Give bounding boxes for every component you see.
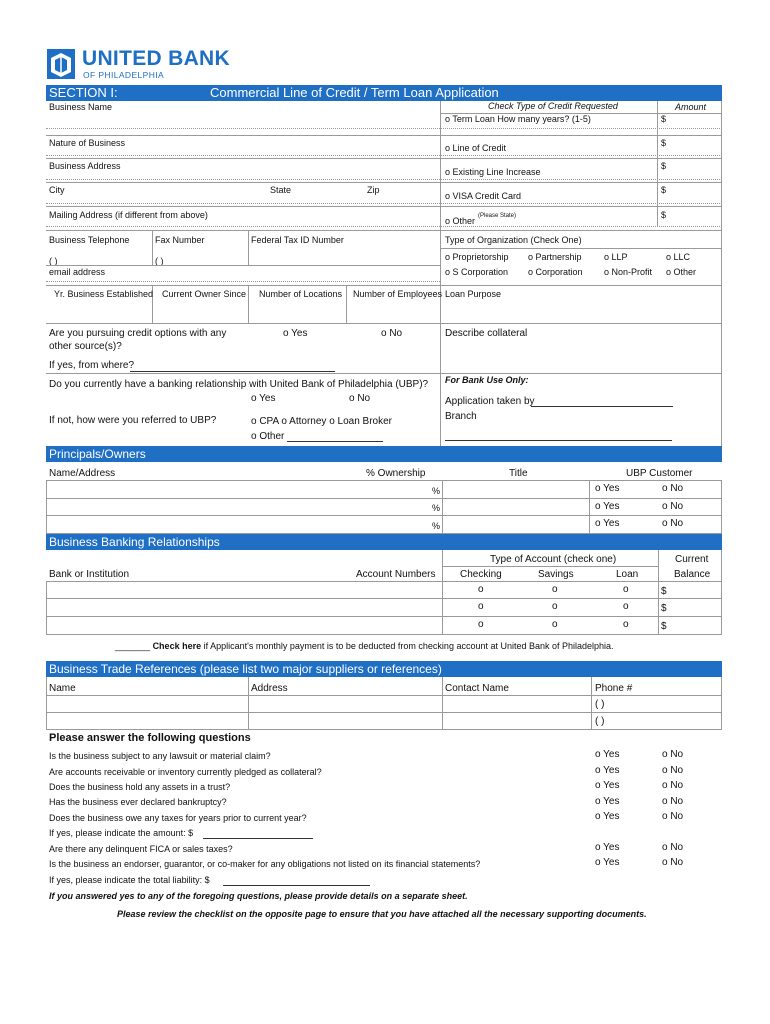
if-yes-where-label: If yes, from where? (49, 360, 135, 371)
trade-header-bar (46, 661, 722, 677)
question-7-yes[interactable]: o Yes (595, 857, 620, 868)
check-type-label: Check Type of Credit Requested (488, 101, 618, 111)
existing-line-option[interactable]: o Existing Line Increase (445, 167, 541, 177)
owner-since-label: Current Owner Since (162, 289, 247, 299)
question-1-no[interactable]: o No (662, 749, 684, 760)
address-label: Business Address (49, 161, 121, 171)
org-partnership[interactable]: o Partnership (528, 252, 582, 262)
referred-question: If not, how were you referred to UBP? (49, 415, 217, 426)
line-of-credit-option[interactable]: o Line of Credit (445, 143, 507, 153)
principal-yes-3[interactable]: o Yes (595, 518, 620, 529)
taken-by-line[interactable] (531, 406, 673, 407)
principal-pct-3: % (432, 521, 441, 531)
bank-dollar-2: $ (661, 603, 667, 614)
principal-no-1[interactable]: o No (662, 483, 684, 494)
banking-rel-no[interactable]: o No (349, 393, 371, 404)
question-6: Are there any delinquent FICA or sales taxes? (49, 844, 233, 854)
trade-phone-paren-1: ( ) (595, 699, 605, 710)
telephone-paren: ( ) (49, 256, 58, 266)
banking-balance: Balance (674, 569, 711, 580)
question-2: Are accounts receivable or inventory currently pledged as collateral? (49, 767, 322, 777)
question-3-yes[interactable]: o Yes (595, 780, 620, 791)
bank-logo-icon (46, 48, 76, 80)
state-label: State (270, 185, 292, 195)
separate-sheet-note: If you answered yes to any of the foregoing questions, please provide details on a separate sheet. (49, 891, 468, 901)
org-s-corp[interactable]: o S Corporation (445, 267, 509, 277)
amount-dollar-2: $ (661, 138, 667, 148)
question-1-yes[interactable]: o Yes (595, 749, 620, 760)
nature-label: Nature of Business (49, 138, 126, 148)
banking-rel-question: Do you currently have a banking relationship with United Bank of Philadelphia (UBP)? (49, 379, 429, 390)
org-proprietorship[interactable]: o Proprietorship (445, 252, 509, 262)
question-5: Does the business owe any taxes for years prior to current year? (49, 813, 307, 823)
principals-col-ubp: UBP Customer (626, 468, 693, 479)
question-liability: If yes, please indicate the total liability: $ (49, 875, 210, 885)
banking-type-account: Type of Account (check one) (490, 554, 617, 565)
business-name-label: Business Name (49, 102, 113, 112)
question-3-no[interactable]: o No (662, 780, 684, 791)
question-6-yes[interactable]: o Yes (595, 842, 620, 853)
bank-savings-3[interactable]: o (552, 619, 558, 630)
num-locations-label: Number of Locations (259, 289, 343, 299)
question-3: Does the business hold any assets in a trust? (49, 782, 231, 792)
banking-col-loan: Loan (616, 569, 639, 580)
referral-other[interactable]: o Other (251, 431, 285, 442)
num-employees-label: Number of Employees (353, 289, 443, 299)
trade-phone-paren-2: ( ) (595, 716, 605, 727)
fax-label: Fax Number (155, 235, 205, 245)
question-amount: If yes, please indicate the amount: $ (49, 828, 194, 838)
bank-name: UNITED BANK (82, 47, 230, 70)
question-1: Is the business subject to any lawsuit or material claim? (49, 751, 271, 761)
principal-no-2[interactable]: o No (662, 501, 684, 512)
question-4: Has the business ever declared bankruptcy? (49, 797, 227, 807)
amount-dollar-1: $ (661, 114, 667, 124)
taken-by-label: Application taken by (445, 396, 535, 407)
bank-checking-3[interactable]: o (478, 619, 484, 630)
bank-loan-2[interactable]: o (623, 601, 629, 612)
amount-dollar-4: $ (661, 185, 667, 195)
org-type-label: Type of Organization (Check One) (445, 235, 582, 245)
trade-title: Business Trade References (please list two major suppliers or references) (49, 662, 442, 676)
trade-col-phone: Phone # (595, 683, 633, 694)
banking-title: Business Banking Relationships (49, 535, 220, 549)
other-credit-option[interactable]: o Other (445, 216, 476, 226)
city-label: City (49, 185, 65, 195)
credit-options-no[interactable]: o No (381, 328, 403, 339)
principals-header-bar (46, 446, 722, 462)
describe-collateral-label: Describe collateral (445, 328, 528, 339)
credit-options-question: Are you pursuing credit options with any (49, 328, 227, 339)
checklist-note: Please review the checklist on the opposite page to ensure that you have attached all the necessary supporting documents. (117, 909, 647, 919)
yr-established-label: Yr. Business Established (54, 289, 154, 299)
trade-col-name: Name (49, 683, 76, 694)
banking-col-checking: Checking (460, 569, 502, 580)
check-here-text: if Applicant's monthly payment is to be deducted from checking account at United Bank of Philadelphia. (201, 641, 614, 651)
if-yes-where-line[interactable] (130, 371, 335, 372)
bank-savings-1[interactable]: o (552, 584, 558, 595)
credit-options-yes[interactable]: o Yes (283, 328, 308, 339)
amount-dollar-5: $ (661, 210, 667, 220)
banking-col-acct: Account Numbers (356, 569, 436, 580)
principals-col-name: Name/Address (49, 468, 116, 479)
bank-dollar-1: $ (661, 586, 667, 597)
section1-label: SECTION I: (49, 85, 118, 100)
telephone-label: Business Telephone (49, 235, 130, 245)
check-here-label: Check here (152, 641, 202, 651)
principal-yes-2[interactable]: o Yes (595, 501, 620, 512)
branch-line[interactable] (445, 440, 672, 441)
mailing-label: Mailing Address (if different from above) (49, 210, 208, 220)
question-6-no[interactable]: o No (662, 842, 684, 853)
visa-option[interactable]: o VISA Credit Card (445, 191, 522, 201)
term-loan-option[interactable]: o Term Loan How many years? (1-5) (445, 114, 591, 124)
banking-current: Current (675, 554, 709, 565)
check-here-line[interactable]: _______ (115, 641, 151, 651)
org-non-profit[interactable]: o Non-Profit (604, 267, 653, 277)
question-5-no[interactable]: o No (662, 811, 684, 822)
question-7-no[interactable]: o No (662, 857, 684, 868)
trade-col-address: Address (251, 683, 288, 694)
principals-title: Principals/Owners (49, 447, 146, 461)
tax-id-label: Federal Tax ID Number (251, 235, 344, 245)
bank-use-only-label: For Bank Use Only: (445, 375, 529, 385)
zip-label: Zip (367, 185, 380, 195)
bank-savings-2[interactable]: o (552, 601, 558, 612)
email-label: email address (49, 267, 106, 277)
question-amount-line[interactable] (203, 838, 313, 839)
question-2-no[interactable]: o No (662, 765, 684, 776)
questions-title: Please answer the following questions (49, 732, 251, 744)
trade-col-contact: Contact Name (445, 683, 509, 694)
principal-yes-1[interactable]: o Yes (595, 483, 620, 494)
org-corporation[interactable]: o Corporation (528, 267, 583, 277)
amount-label: Amount (675, 102, 707, 112)
question-7: Is the business an endorser, guarantor, or co-maker for any obligations not listed on its financial statements? (49, 859, 481, 869)
org-llc[interactable]: o LLC (666, 252, 691, 262)
org-other[interactable]: o Other (666, 267, 697, 277)
question-5-yes[interactable]: o Yes (595, 811, 620, 822)
question-4-yes[interactable]: o Yes (595, 796, 620, 807)
question-liability-line[interactable] (223, 885, 370, 886)
banking-rel-yes[interactable]: o Yes (251, 393, 276, 404)
referral-options[interactable]: o CPA o Attorney o Loan Broker (251, 416, 393, 427)
bank-tagline: OF PHILADELPHIA (83, 70, 165, 80)
section1-title: Commercial Line of Credit / Term Loan Application (210, 85, 499, 100)
fax-paren: ( ) (155, 256, 164, 266)
please-state-note: (Please State) (478, 213, 517, 219)
referral-other-line[interactable] (287, 441, 383, 442)
banking-col-bank: Bank or Institution (49, 569, 130, 580)
banking-header-bar (46, 534, 722, 550)
section1-header-bar (46, 85, 722, 101)
bank-dollar-3: $ (661, 621, 667, 632)
principals-col-ownership: % Ownership (366, 468, 426, 479)
branch-label: Branch (445, 411, 477, 422)
question-4-no[interactable]: o No (662, 796, 684, 807)
bank-loan-3[interactable]: o (623, 619, 629, 630)
bank-checking-2[interactable]: o (478, 601, 484, 612)
loan-purpose-label: Loan Purpose (445, 289, 502, 299)
bank-checking-1[interactable]: o (478, 584, 484, 595)
banking-col-savings: Savings (538, 569, 574, 580)
credit-options-question-2: other source(s)? (49, 341, 122, 352)
org-llp[interactable]: o LLP (604, 252, 628, 262)
principal-pct-2: % (432, 503, 441, 513)
principals-col-title: Title (509, 468, 528, 479)
principal-pct-1: % (432, 486, 441, 496)
question-2-yes[interactable]: o Yes (595, 765, 620, 776)
amount-dollar-3: $ (661, 161, 667, 171)
bank-loan-1[interactable]: o (623, 584, 629, 595)
check-here-note (115, 641, 614, 651)
bank-logo (46, 48, 246, 82)
principal-no-3[interactable]: o No (662, 518, 684, 529)
